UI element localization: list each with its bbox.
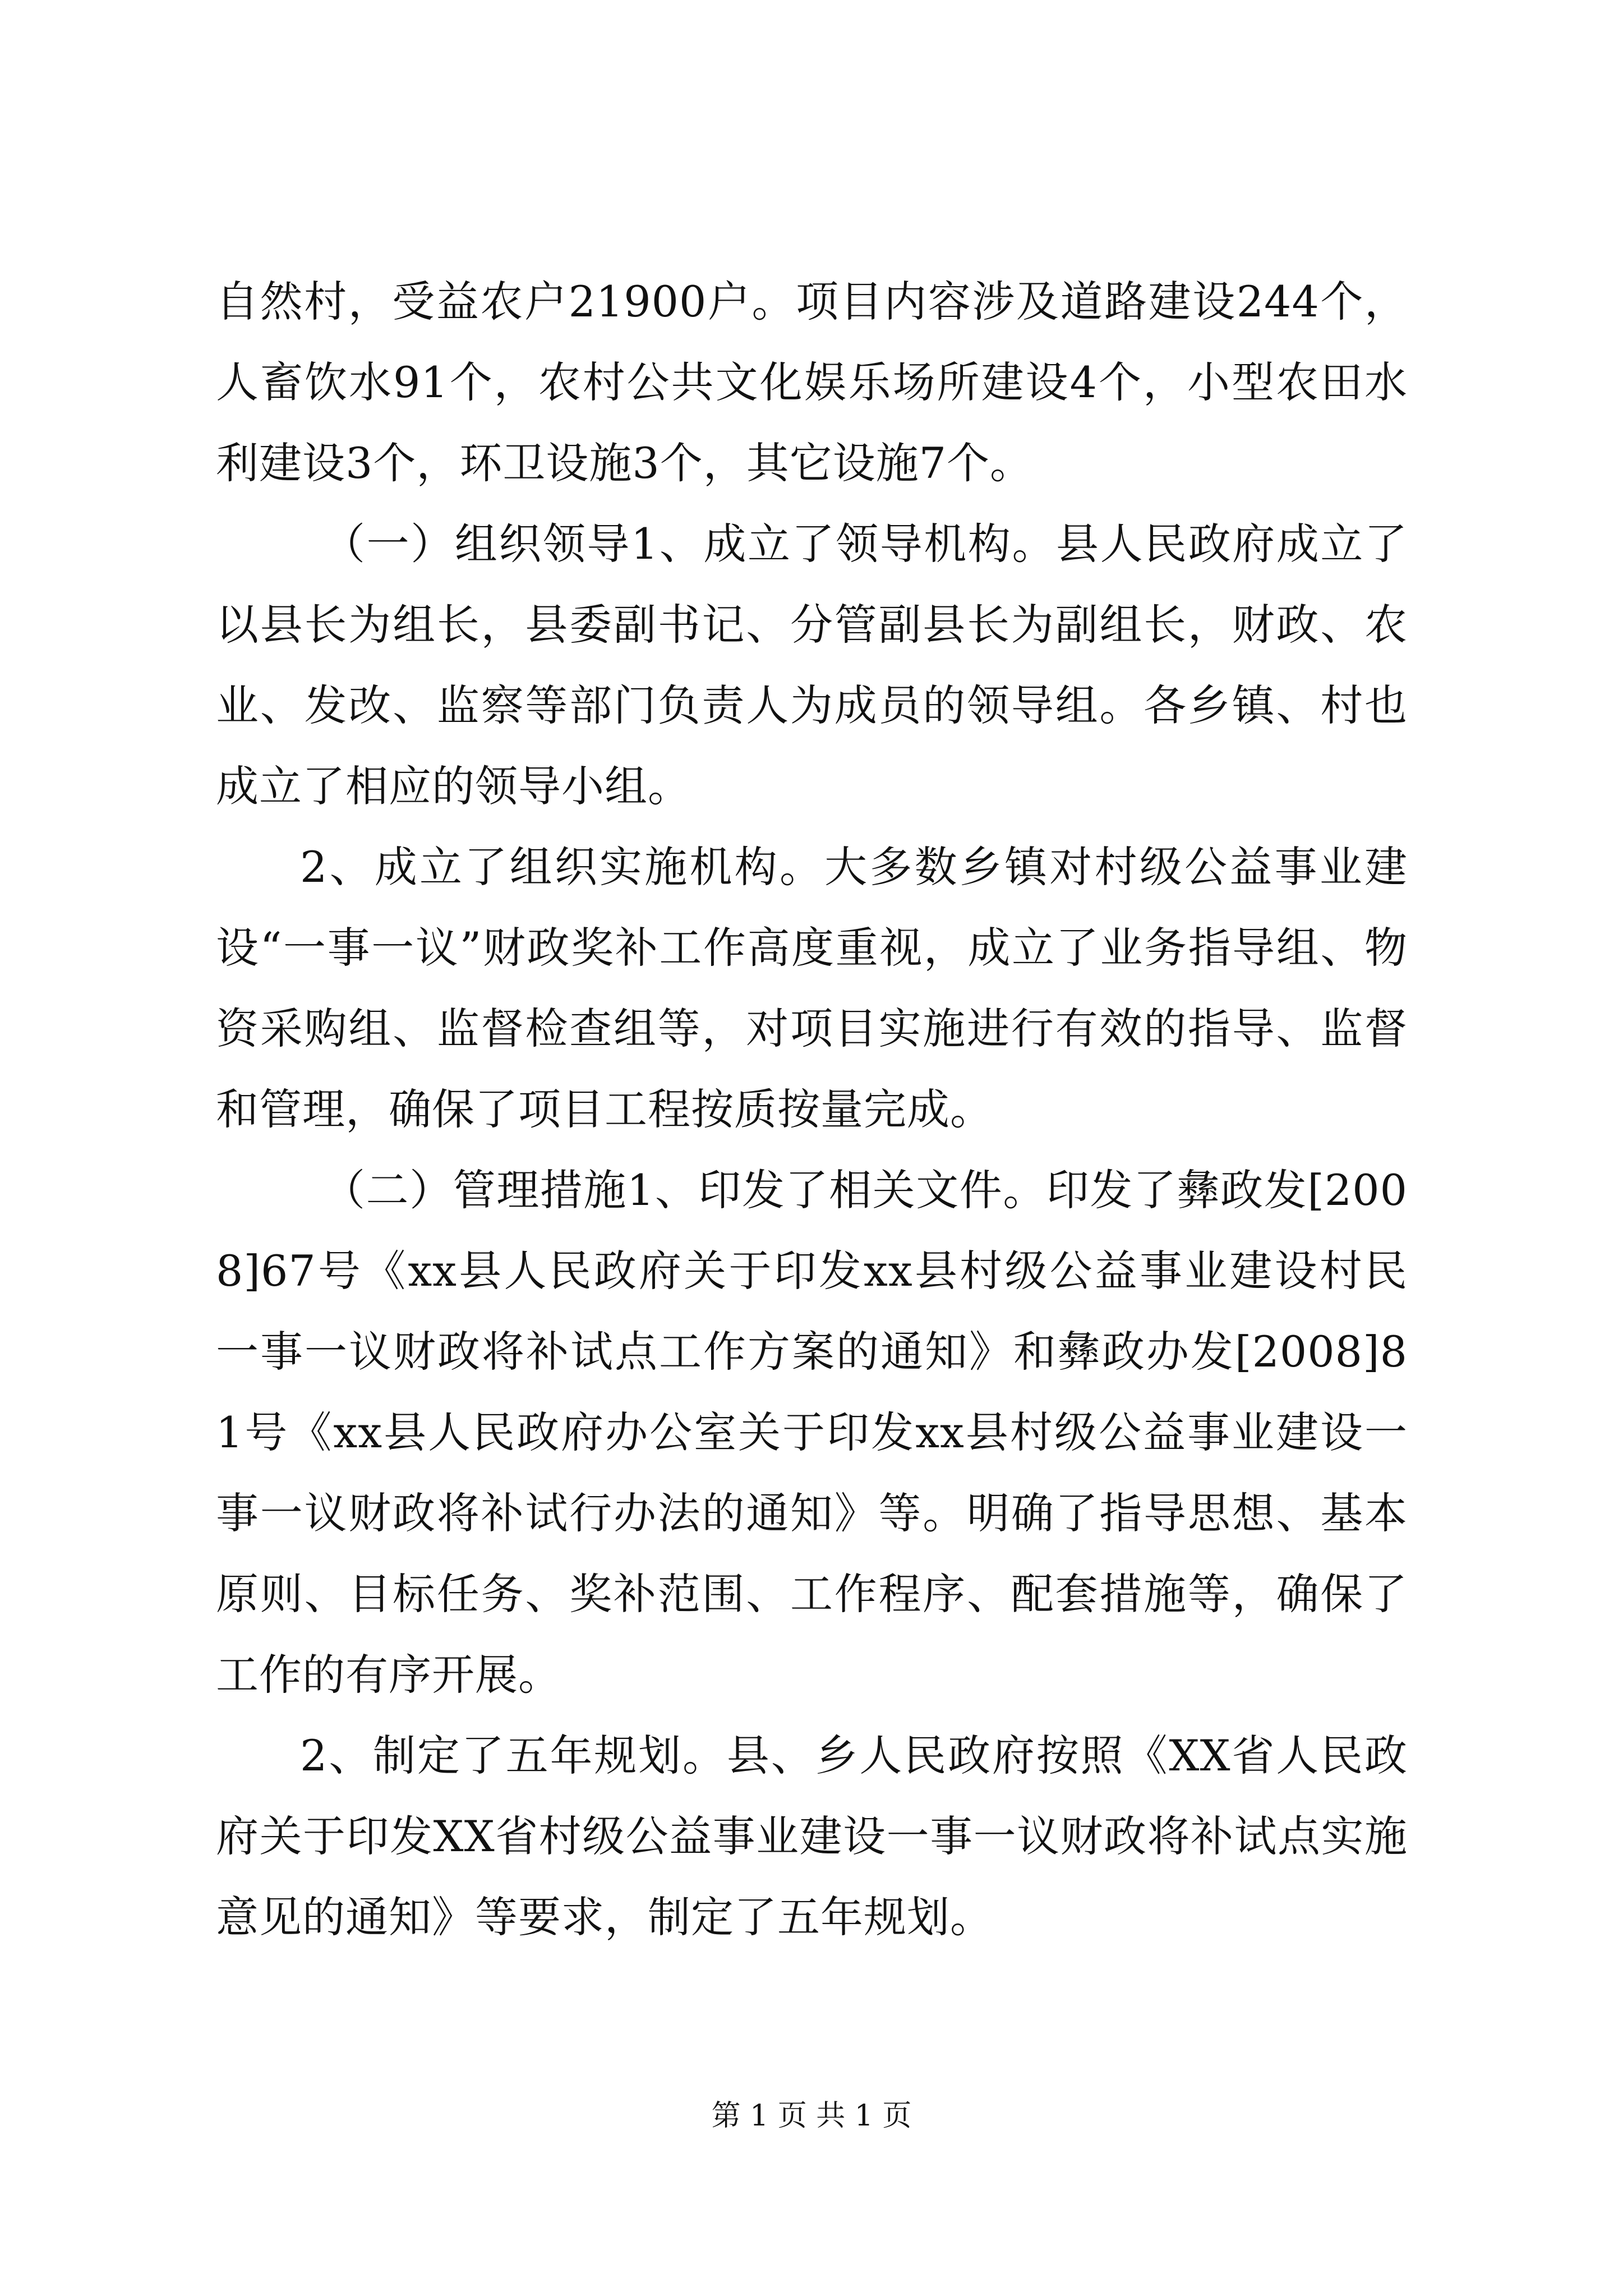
paragraph-organization-leadership: （一）组织领导1、成立了领导机构。县人民政府成立了以县长为组长，县委副书记、分管副县长为副组长，财政、农业、发改、监察等部门负责人为成员的领导组。各乡镇、村也成立了相应的领导小组。 [216, 519, 1408, 811]
page-footer: 第 1 页 共 1 页 [711, 2099, 912, 2133]
paragraph-five-year-plan: 2、制定了五年规划。县、乡人民政府按照《XX省人民政府关于印发XX省村级公益事业建设一事一议财政将补试点实施意见的通知》等要求，制定了五年规划。 [216, 1731, 1408, 1942]
document-body [216, 261, 1408, 1958]
paragraph-beneficiaries: 自然村，受益农户21900户。项目内容涉及道路建设244个，人畜饮水91个，农村公共文化娱乐场所建设4个，小型农田水利建设3个，环卫设施3个，其它设施7个。 [216, 277, 1408, 488]
paragraph-management-measures: （二）管理措施1、印发了相关文件。印发了彝政发[2008]67号《xx县人民政府关于印发xx县村级公益事业建设村民一事一议财政将补试点工作方案的通知》和彝政办发[2008]81号《xx县人民政府办公室关于印发xx县村级公益事业建设一事一议财政将补试行办法的通知》等。明确了指导思想、基本原则、目标任务、奖补范围、工作程序、配套措施等，确保了工作的有序开展。 [216, 1165, 1408, 1700]
paragraph-implementation-agency: 2、成立了组织实施机构。大多数乡镇对村级公益事业建设“一事一议”财政奖补工作高度重视，成立了业务指导组、物资采购组、监督检查组等，对项目实施进行有效的指导、监督和管理，确保了项目工程按质按量完成。 [216, 842, 1408, 1134]
